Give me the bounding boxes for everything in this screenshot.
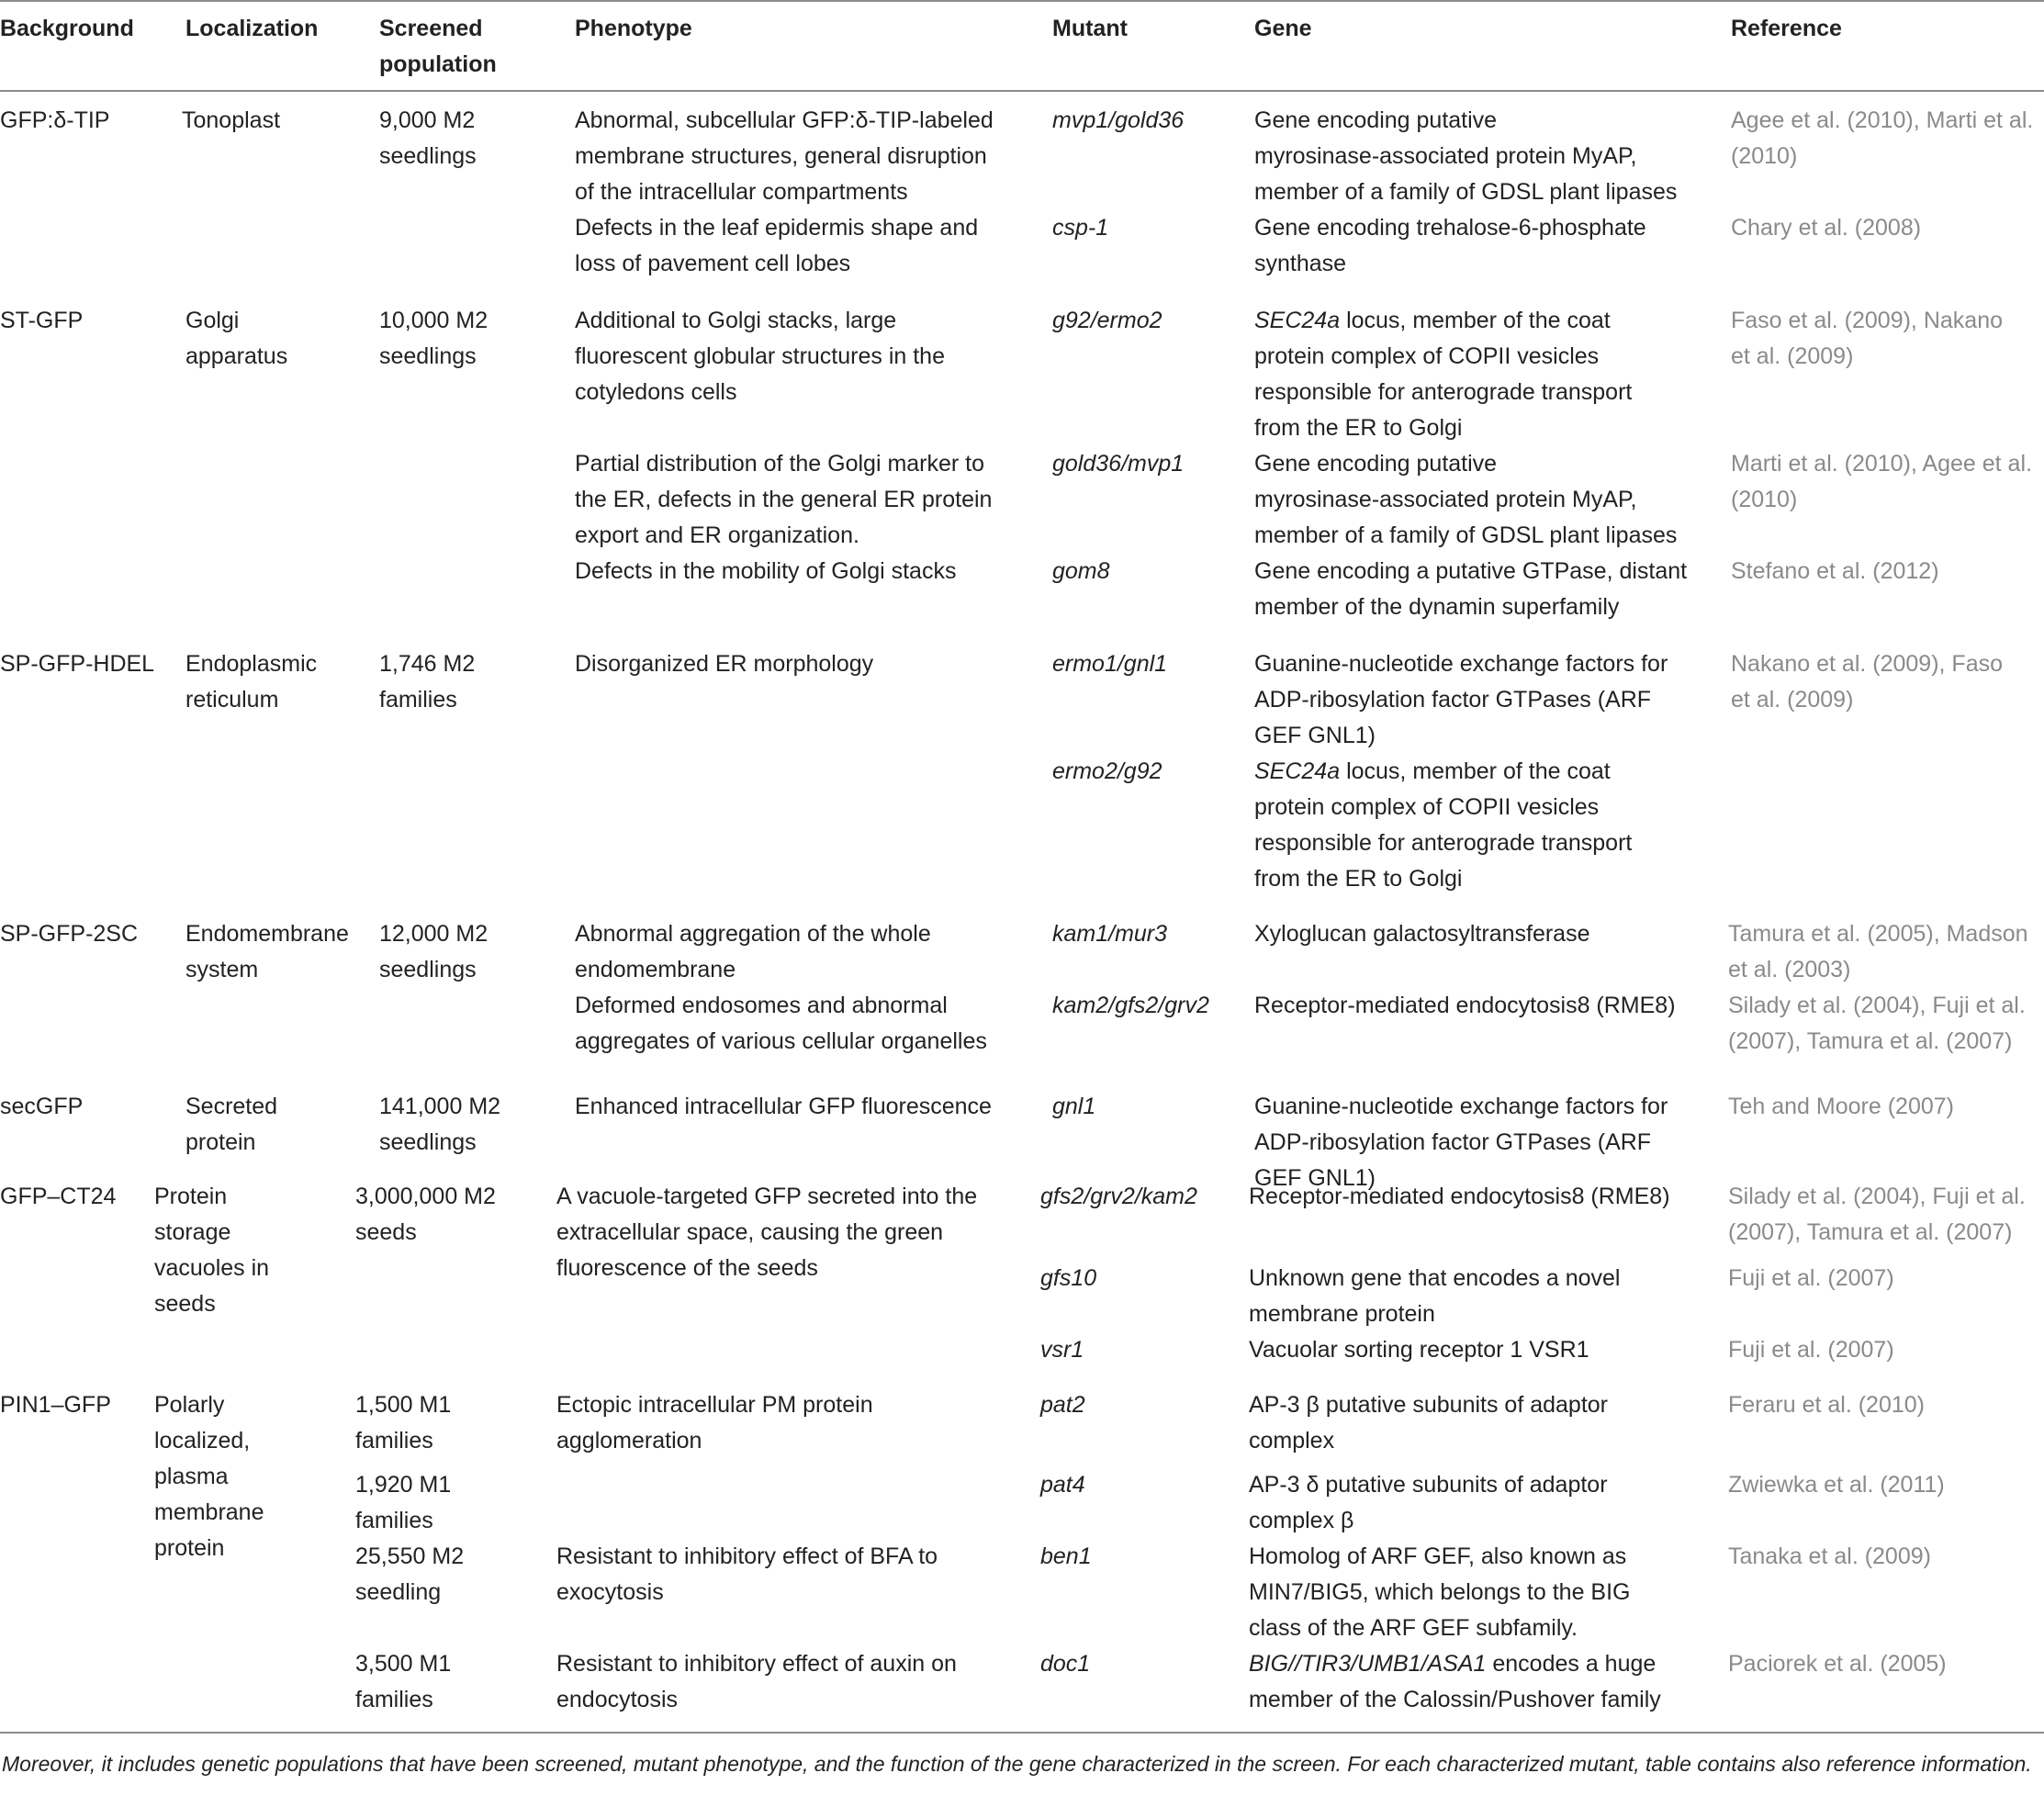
cell-screened-population: 1,500 M1 families [355,1392,452,1453]
cell-reference: Feraru et al. (2010) [1728,1392,1925,1418]
cell-reference: Fuji et al. (2007) [1728,1337,1894,1363]
header-background: Background [0,16,134,41]
cell-mutant: csp-1 [1052,215,1109,241]
cell-phenotype: Resistant to inhibitory effect of auxin on endocytosis [556,1651,957,1712]
cell-gene: Guanine-nucleotide exchange factors for ADP-ribosylation factor GTPases (ARF GEF GNL1) [1254,1094,1668,1191]
cell-background: PIN1–GFP [0,1392,111,1418]
cell-phenotype: Partial distribution of the Golgi marker to the ER, defects in the general ER protein export and ER organization. [575,451,993,548]
cell-mutant: gom8 [1052,558,1110,584]
cell-localization: Golgi apparatus [185,308,288,369]
cell-phenotype: Ectopic intracellular PM protein agglomeration [556,1392,873,1453]
gene-italic: SEC24a [1254,758,1341,784]
cell-screened-population: 25,550 M2 seedling [355,1543,465,1605]
cell-localization: Polarly localized, plasma membrane protein [154,1392,264,1561]
gene-italic: BIG//TIR3/UMB1/ASA1 [1249,1651,1487,1677]
header-mutant: Mutant [1052,16,1128,41]
cell-mutant: ermo2/g92 [1052,758,1162,784]
cell-phenotype: Abnormal aggregation of the whole endomembrane [575,921,931,982]
cell-phenotype: Abnormal, subcellular GFP:δ-TIP-labeled membrane structures, general disruption of the intracellular compartments [575,107,994,205]
cell-gene: Guanine-nucleotide exchange factors for ADP-ribosylation factor GTPases (ARF GEF GNL1) [1254,651,1668,748]
cell-reference: Paciorek et al. (2005) [1728,1651,1947,1677]
cell-reference: Marti et al. (2010), Agee et al. (2010) [1731,451,2032,512]
cell-phenotype: Resistant to inhibitory effect of BFA to exocytosis [556,1543,938,1605]
cell-gene: AP-3 β putative subunits of adaptor complex [1249,1392,1609,1453]
cell-background: GFP:δ-TIP [0,107,110,133]
cell-gene [1254,303,1632,446]
cell-gene: Receptor-mediated endocytosis8 (RME8) [1254,993,1676,1018]
table-header-rule [0,90,2044,92]
cell-reference: Fuji et al. (2007) [1728,1265,1894,1291]
cell-mutant: gfs10 [1040,1265,1097,1291]
cell-mutant: kam2/gfs2/grv2 [1052,993,1209,1018]
cell-gene: Xyloglucan galactosyltransferase [1254,921,1590,947]
cell-reference: Zwiewka et al. (2011) [1728,1472,1945,1498]
cell-screened-population: 1,746 M2 families [379,651,476,713]
cell-gene: Unknown gene that encodes a novel membrane protein [1249,1265,1621,1327]
cell-screened-population: 9,000 M2 seedlings [379,107,477,169]
cell-gene: Gene encoding putative myrosinase-associated protein MyAP, member of a family of GDSL plant lipases [1254,451,1678,548]
table-top-rule [0,0,2044,2]
cell-reference: Nakano et al. (2009), Faso et al. (2009) [1731,651,2003,713]
cell-gene: Homolog of ARF GEF, also known as MIN7/BIG5, which belongs to the BIG class of the ARF GEF subfamily. [1249,1543,1631,1641]
cell-phenotype: Defects in the mobility of Golgi stacks [575,558,957,584]
header-localization: Localization [185,16,319,41]
cell-localization: Tonoplast [182,107,281,133]
header-gene: Gene [1254,16,1312,41]
table-bottom-rule [0,1732,2044,1734]
cell-background: SP-GFP-HDEL [0,651,155,677]
table-caption: Moreover, it includes genetic populations that have been screened, mutant phenotype, and the function of the gene characterized in the screen. For each characterized mutant, table contains also reference information. [2,1752,2032,1776]
cell-reference: Silady et al. (2004), Fuji et al. (2007), Tamura et al. (2007) [1728,1184,2026,1245]
cell-reference: Chary et al. (2008) [1731,215,1922,241]
cell-reference: Stefano et al. (2012) [1731,558,1939,584]
cell-phenotype: Enhanced intracellular GFP fluorescence [575,1094,992,1119]
cell-phenotype: Defects in the leaf epidermis shape and loss of pavement cell lobes [575,215,979,276]
cell-mutant: mvp1/gold36 [1052,107,1185,133]
gene-text: locus, member of the coat protein complex of COPII vesicles responsible for anterograde transport from the ER to Golgi [1254,758,1633,892]
cell-mutant: kam1/mur3 [1052,921,1168,947]
cell-localization: Endoplasmic reticulum [185,651,318,713]
cell-screened-population: 3,500 M1 families [355,1651,452,1712]
gene-italic: SEC24a [1254,308,1341,333]
header-phenotype: Phenotype [575,16,692,41]
cell-background: SP-GFP-2SC [0,921,139,947]
cell-localization: Protein storage vacuoles in seeds [154,1184,270,1317]
gene-text: encodes a huge member of the Calossin/Pushover family [1249,1651,1661,1712]
cell-phenotype: A vacuole-targeted GFP secreted into the extracellular space, causing the green fluorescence of the seeds [556,1184,978,1281]
cell-mutant: ermo1/gnl1 [1052,651,1168,677]
cell-mutant: doc1 [1040,1651,1091,1677]
cell-background: GFP–CT24 [0,1184,117,1209]
cell-gene: Gene encoding trehalose-6-phosphate synthase [1254,215,1646,276]
cell-mutant: gold36/mvp1 [1052,451,1185,477]
cell-screened-population: 10,000 M2 seedlings [379,308,489,369]
cell-mutant: ben1 [1040,1543,1092,1569]
cell-screened-population: 1,920 M1 families [355,1472,452,1533]
cell-localization: Secreted protein [185,1094,278,1155]
cell-phenotype: Disorganized ER morphology [575,651,874,677]
cell-reference: Agee et al. (2010), Marti et al. (2010) [1731,107,2034,169]
cell-gene: Gene encoding putative myrosinase-associated protein MyAP, member of a family of GDSL plant lipases [1254,107,1678,205]
cell-gene: Gene encoding a putative GTPase, distant member of the dynamin superfamily [1254,558,1688,620]
cell-gene: Receptor-mediated endocytosis8 (RME8) [1249,1184,1670,1209]
cell-phenotype: Additional to Golgi stacks, large fluorescent globular structures in the cotyledons cells [575,308,945,405]
cell-background: secGFP [0,1094,84,1119]
cell-mutant: gnl1 [1052,1094,1096,1119]
cell-reference: Tanaka et al. (2009) [1728,1543,1931,1569]
cell-mutant: pat2 [1040,1392,1085,1418]
cell-reference: Tamura et al. (2005), Madson et al. (2003) [1728,921,2028,982]
cell-mutant: vsr1 [1040,1337,1084,1363]
cell-mutant: pat4 [1040,1472,1085,1498]
header-reference: Reference [1731,16,1842,41]
cell-gene: Vacuolar sorting receptor 1 VSR1 [1249,1337,1589,1363]
cell-gene [1249,1646,1661,1718]
cell-reference: Silady et al. (2004), Fuji et al. (2007), Tamura et al. (2007) [1728,993,2026,1054]
cell-screened-population: 141,000 M2 seedlings [379,1094,501,1155]
cell-screened-population: 12,000 M2 seedlings [379,921,489,982]
cell-gene [1254,754,1632,897]
header-screened-population: Screened population [379,16,497,77]
cell-gene: AP-3 δ putative subunits of adaptor complex β [1249,1472,1608,1533]
cell-mutant: gfs2/grv2/kam2 [1040,1184,1197,1209]
cell-screened-population: 3,000,000 M2 seeds [355,1184,496,1245]
cell-background: ST-GFP [0,308,84,333]
cell-mutant: g92/ermo2 [1052,308,1162,333]
cell-reference: Faso et al. (2009), Nakano et al. (2009) [1731,308,2003,369]
cell-reference: Teh and Moore (2007) [1728,1094,1954,1119]
cell-phenotype: Deformed endosomes and abnormal aggregates of various cellular organelles [575,993,987,1054]
gene-text: locus, member of the coat protein complex of COPII vesicles responsible for anterograde transport from the ER to Golgi [1254,308,1633,441]
cell-localization: Endomembrane system [185,921,349,982]
